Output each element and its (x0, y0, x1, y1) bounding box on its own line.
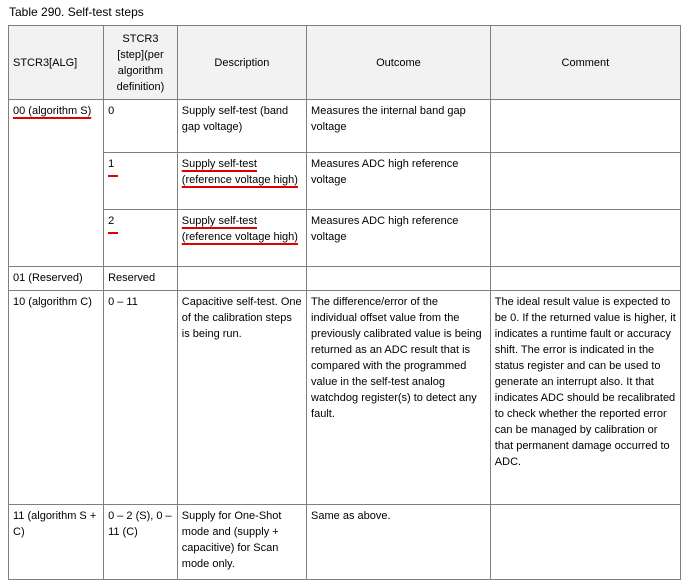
table-row (9, 267, 681, 291)
cell-description-text: Supply self-test (reference voltage high) (181, 158, 298, 186)
header-alg: STCR3[ALG] (9, 26, 104, 100)
cell-outcome (307, 267, 491, 291)
cell-step-text: 2 (108, 215, 115, 227)
table-caption: Table 290. Self-test steps (9, 5, 144, 19)
red-underline-mark (108, 232, 118, 234)
cell-step-text: 1 (108, 158, 115, 170)
cell-outcome: Measures ADC high reference voltage (307, 153, 491, 210)
red-underline-mark (108, 175, 118, 177)
cell-outcome: Measures the internal band gap voltage (307, 100, 491, 153)
header-comment: Comment (490, 26, 680, 100)
cell-outcome: The difference/error of the individual offset value from the previously calibrated value is being returned as an ADC result that is compared with the programmed value in the self-test analog watchdog register(s) to detect any fault. (307, 291, 491, 505)
cell-step: 0 – 2 (S), 0 – 11 (C) (104, 505, 178, 580)
table-row (9, 210, 681, 267)
self-test-steps-table (8, 25, 681, 580)
cell-comment (490, 153, 680, 210)
cell-comment (490, 267, 680, 291)
cell-description: Supply for One-Shot mode and (supply + capacitive) for Scan mode only. (177, 505, 306, 580)
cell-alg: 10 (algorithm C) (9, 291, 104, 505)
cell-alg: 11 (algorithm S + C) (9, 505, 104, 580)
cell-description-text: Supply self-test (reference voltage high) (181, 215, 298, 243)
table-row (9, 291, 681, 505)
cell-description: Supply self-test (band gap voltage) (177, 100, 306, 153)
table-row (9, 153, 681, 210)
cell-step: Reserved (104, 267, 178, 291)
header-outcome: Outcome (307, 26, 491, 100)
cell-comment: The ideal result value is expected to be 0. If the returned value is higher, it indicates a runtime fault or accuracy shift. The error is indicated in the status register and can be used to generate an interrupt also. It that indicates ADC should be recalibrated to check whether the reported error can be managed by calibration or that permanent damage occurred to ADC. (490, 291, 680, 505)
cell-comment (490, 100, 680, 153)
cell-description: Capacitive self-test. One of the calibration steps is being run. (177, 291, 306, 505)
cell-outcome: Same as above. (307, 505, 491, 580)
cell-alg-text: 00 (algorithm S) (13, 105, 92, 117)
cell-comment (490, 505, 680, 580)
header-description: Description (177, 26, 306, 100)
cell-step (104, 153, 178, 210)
cell-description (177, 267, 306, 291)
table-row (9, 505, 681, 580)
cell-alg: 01 (Reserved) (9, 267, 104, 291)
cell-description (177, 153, 306, 210)
cell-comment (490, 210, 680, 267)
header-step: STCR3 [step](per algorithm definition) (104, 26, 178, 100)
cell-step (104, 210, 178, 267)
table-row (9, 100, 681, 153)
cell-alg (9, 100, 104, 267)
cell-step: 0 – 11 (104, 291, 178, 505)
cell-outcome: Measures ADC high reference voltage (307, 210, 491, 267)
cell-step: 0 (104, 100, 178, 153)
header-row (9, 26, 681, 100)
cell-description (177, 210, 306, 267)
